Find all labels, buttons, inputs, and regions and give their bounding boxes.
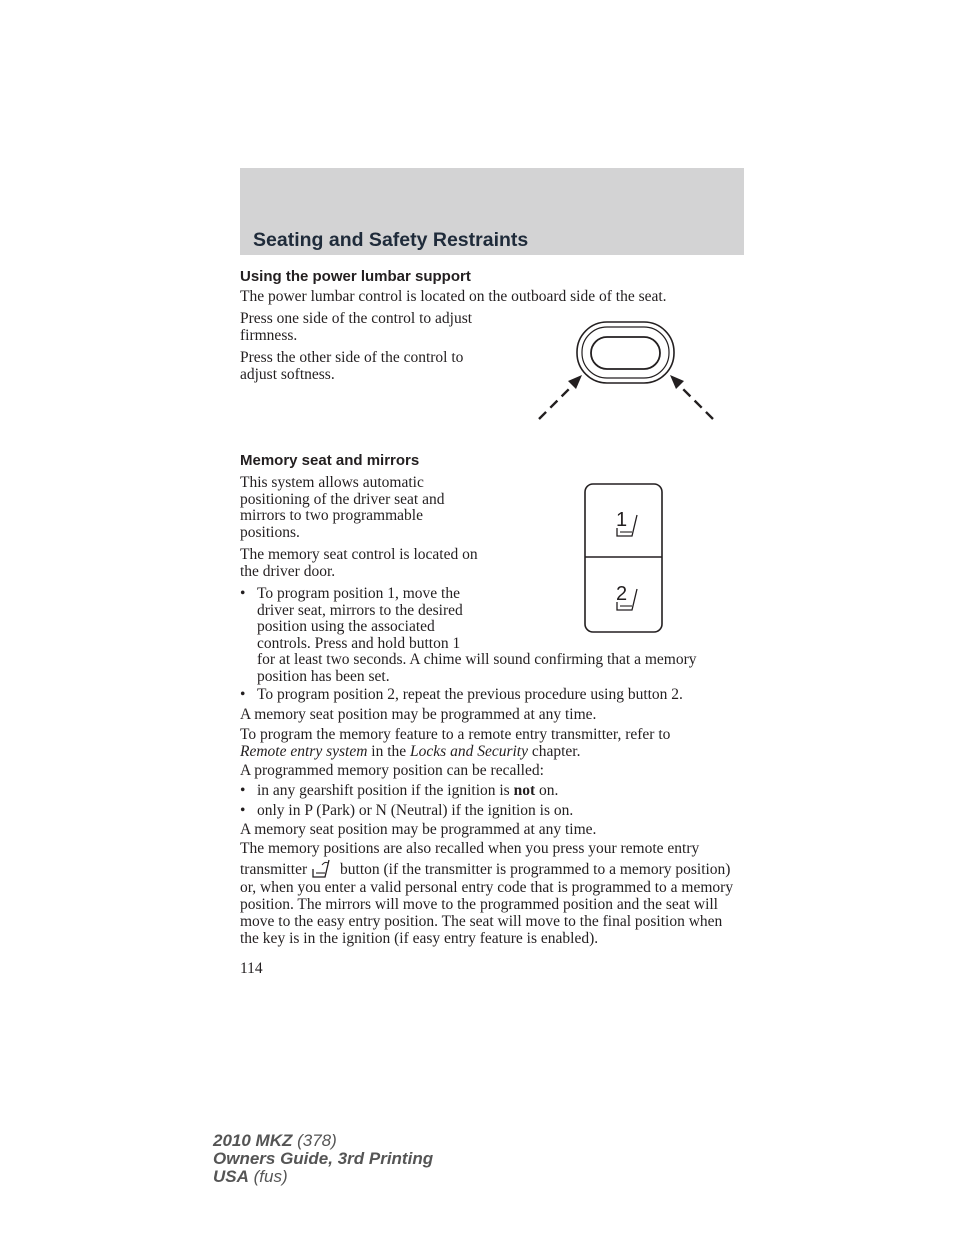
footer-guide: Owners Guide, 3rd Printing [213, 1149, 434, 1168]
remote-seat-icon [310, 857, 332, 879]
recall2-text: only in P (Park) or N (Neutral) if the ignition is on. [257, 802, 574, 819]
footer-region: USA [213, 1167, 249, 1186]
remote-recall-a: The memory positions are also recalled when you press your remote entry transmitter [240, 840, 700, 878]
recall1-bold: not [513, 782, 536, 799]
recall1-pre: in any gearshift position if the ignition is [257, 782, 514, 799]
remote-recall-text [240, 840, 744, 947]
document-footer [213, 1132, 433, 1186]
footer-region-code: (fus) [248, 1167, 288, 1186]
bullet2-text: To program position 2, repeat the previous procedure using button 2. [257, 686, 683, 703]
footer-model: 2010 MKZ [213, 1131, 293, 1150]
recall-intro: A programmed memory position can be recalled: [240, 762, 544, 779]
lumbar-intro: The power lumbar control is located on the outboard side of the seat. [240, 288, 667, 305]
footer-line-1 [213, 1132, 433, 1150]
memory-location-text: The memory seat control is located on the driver door. [240, 546, 478, 580]
lumbar-firmness-text: Press one side of the control to adjust firmness. [240, 310, 473, 344]
bullet1-line-d: controls. Press and hold button 1 [257, 634, 461, 652]
memory-button-1-label: 1 [616, 509, 628, 531]
remote-program-end: chapter. [527, 742, 581, 760]
lumbar-heading: Using the power lumbar support [240, 268, 471, 285]
program-anytime-text: A memory seat position may be programmed at any time. [240, 706, 597, 723]
memory-heading: Memory seat and mirrors [240, 452, 420, 469]
remote-program-intro: To program the memory feature to a remote entry transmitter, refer to [240, 726, 671, 743]
footer-line-2 [213, 1150, 433, 1168]
bullet1-line-e: for at least two seconds. A chime will sound confirming that a memory position has been set. [257, 651, 697, 685]
footer-line-3 [213, 1168, 433, 1186]
page-number: 114 [240, 960, 263, 977]
memory-button-2-label: 2 [616, 583, 628, 605]
section-title: Seating and Safety Restraints [253, 229, 529, 251]
footer-model-code: (378) [292, 1131, 337, 1150]
lumbar-control-icon [530, 318, 725, 426]
bullet1-line-b: driver seat, mirrors to the desired [257, 601, 463, 619]
bullet1-line-c: position using the associated [257, 618, 435, 635]
lumbar-softness-text: Press the other side of the control to adjust softness. [240, 349, 464, 383]
remote-program-text [240, 727, 744, 760]
memory-intro: This system allows automatic positioning of the driver seat and mirrors to two programmable positions. [240, 474, 445, 541]
remote-program-mid: in the [367, 742, 411, 760]
locks-and-security-ref: Locks and Security [410, 742, 528, 760]
remote-entry-system-ref: Remote entry system [240, 742, 368, 760]
bullet1-line-a: To program position 1, move the [257, 585, 460, 602]
remote-recall-b: button (if the transmitter is programmed to a memory position) or, when you enter a valid personal entry code that is programmed to a memory position. The mirrors will move to the programmed position and the seat will move to the easy entry position. The seat will move to the final position when the key is in the ignition (if easy entry feature is enabled). [240, 861, 734, 947]
recall1-post: on. [535, 782, 559, 799]
program-anytime-text-2: A memory seat position may be programmed at any time. [240, 821, 597, 838]
